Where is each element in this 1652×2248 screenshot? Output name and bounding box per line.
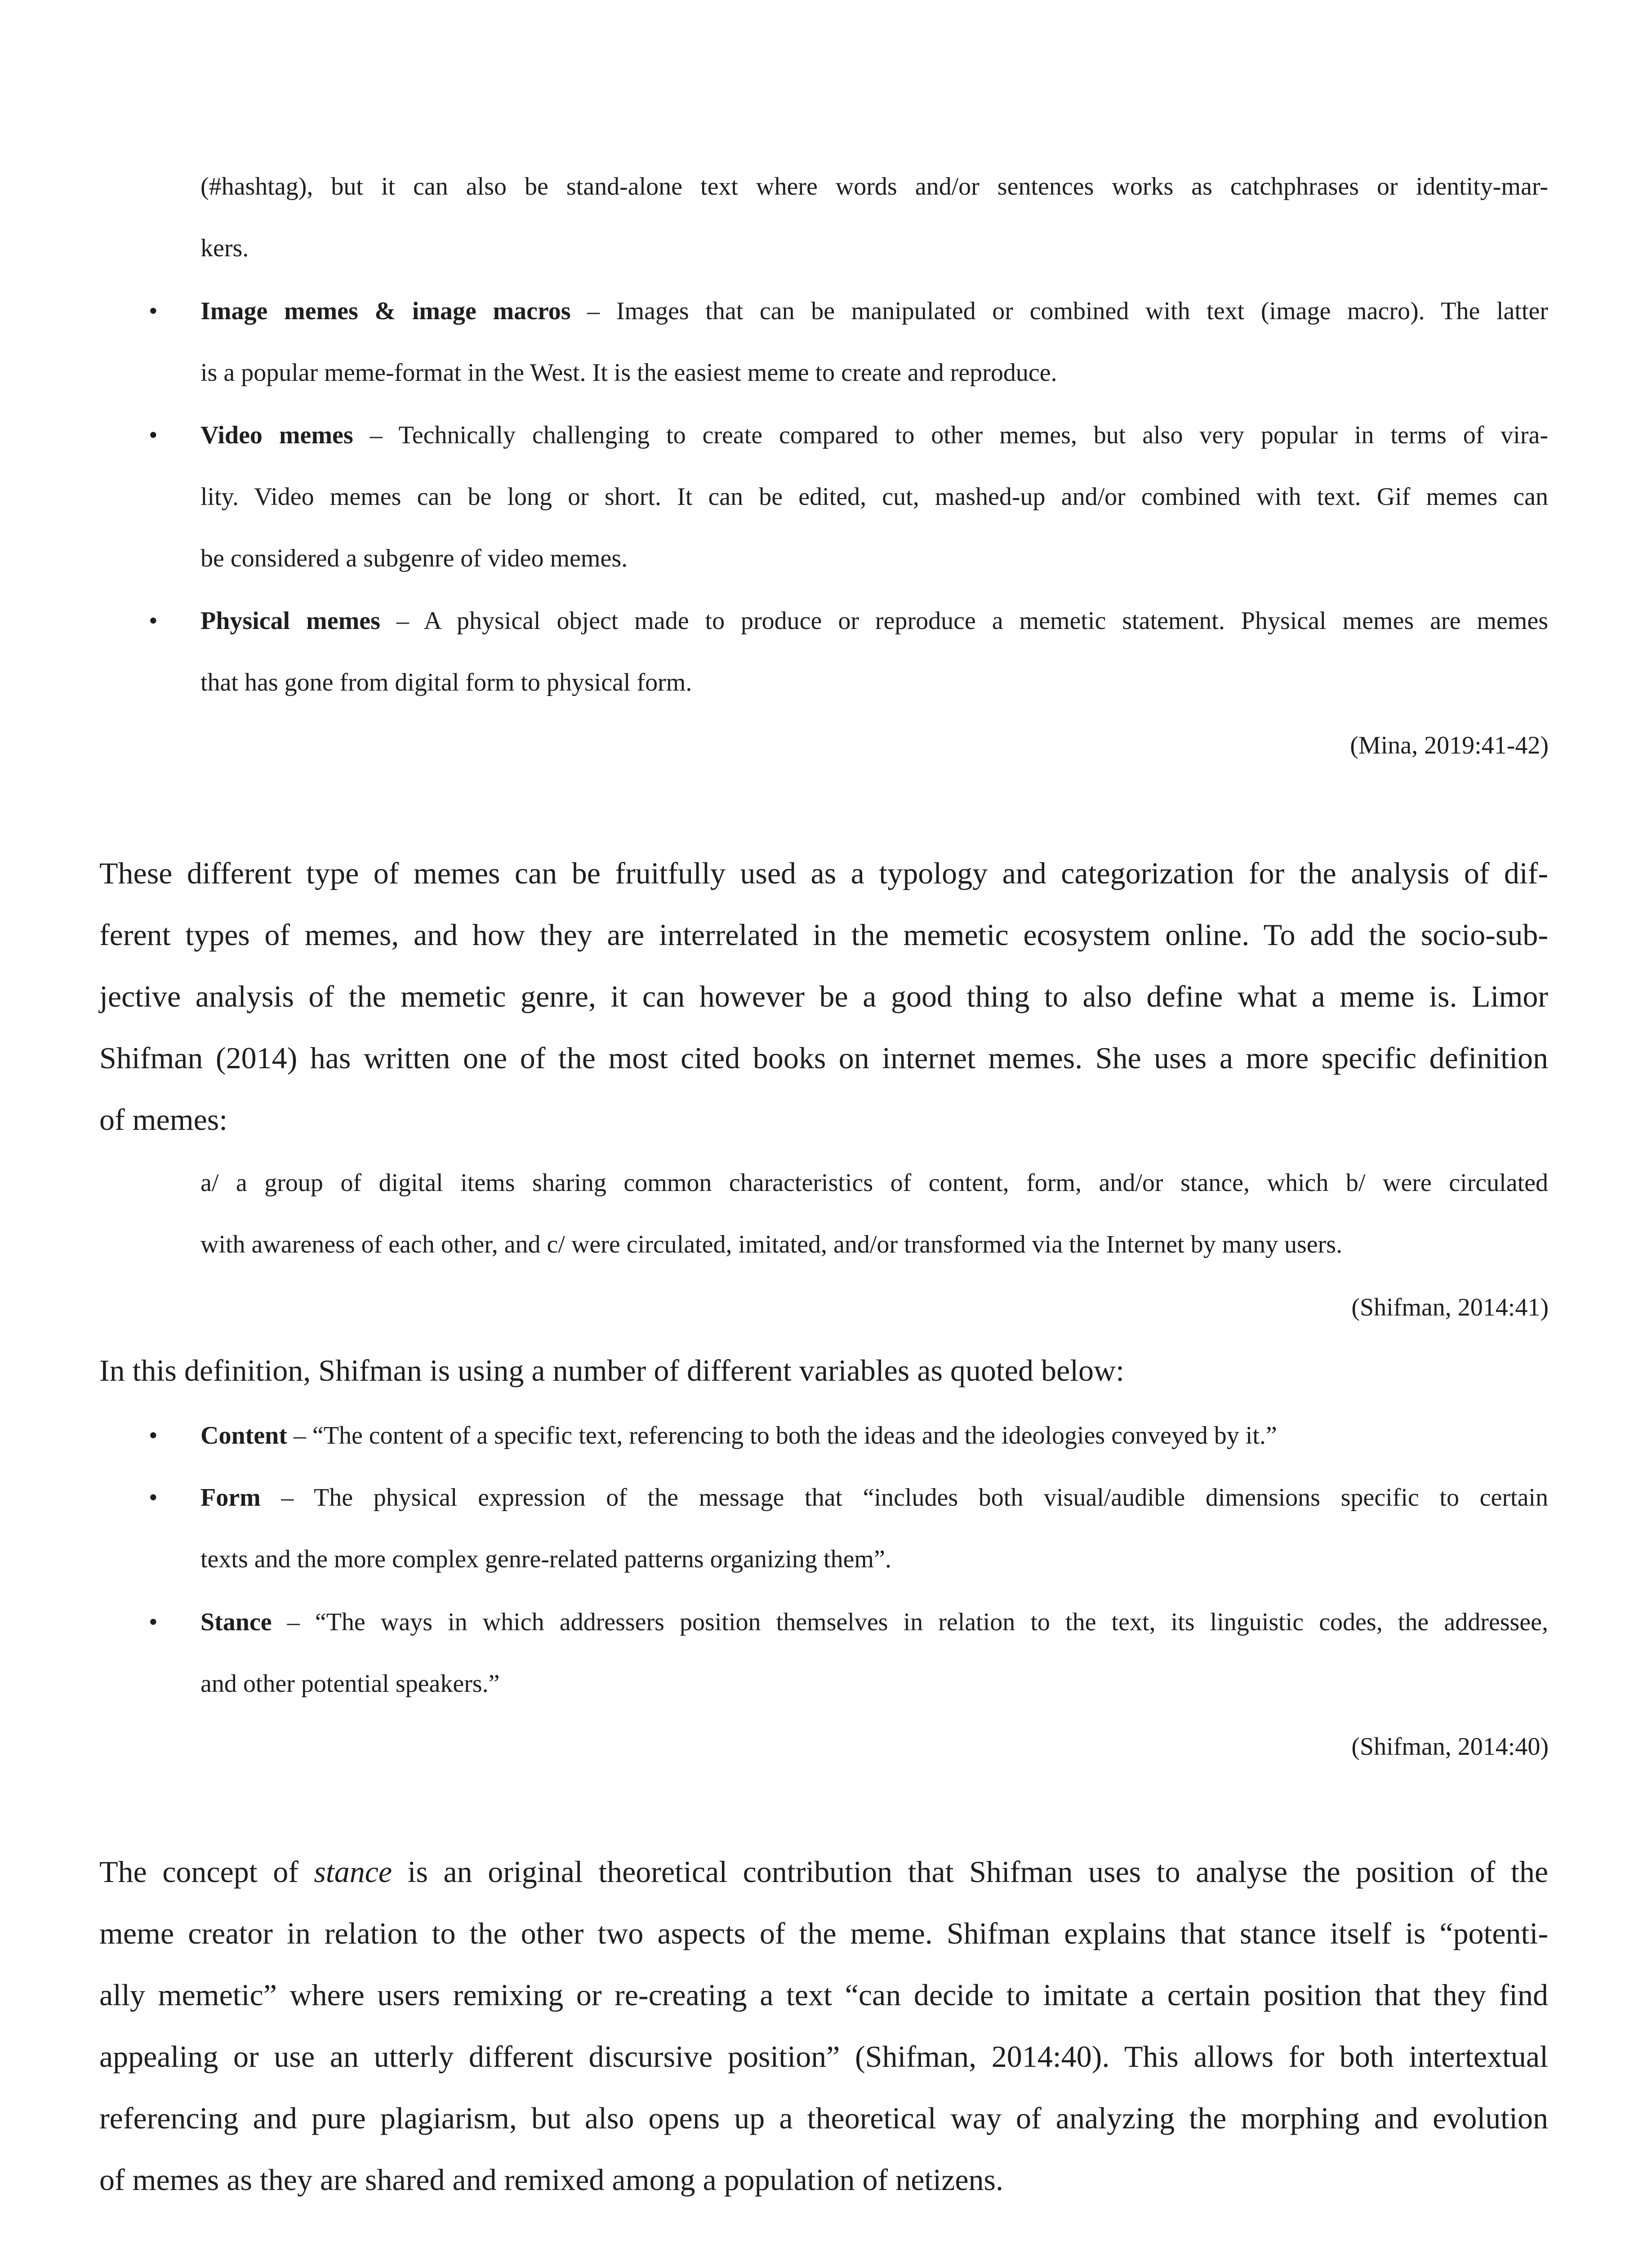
- list-item-term: Content: [200, 1422, 287, 1450]
- text-line: of memes:: [99, 1102, 228, 1137]
- text-line: texts and the more complex genre-related patterns organizing them”.: [200, 1545, 891, 1573]
- text-line: [99, 1841, 1548, 1903]
- list-item: [200, 590, 1548, 714]
- list-item-desc: – Images that can be manipulated or combined with text (image macro). The latter: [570, 297, 1549, 325]
- text-line: [200, 1592, 1548, 1653]
- citation: (Shifman, 2014:40): [1351, 1733, 1549, 1761]
- list-item-desc: – A physical object made to produce or reproduce a memetic statement. Physical memes are memes: [380, 607, 1549, 635]
- text-line: [200, 1467, 1548, 1529]
- citation: (Mina, 2019:41-42): [1350, 731, 1549, 759]
- list-item-term: Image memes & image macros: [200, 297, 571, 325]
- list-item-term: Form: [200, 1484, 261, 1512]
- text-line: be considered a subgenre of video memes.: [200, 544, 628, 572]
- list-item-term: Video memes: [200, 421, 353, 449]
- text-line: In this definition, Shifman is using a number of different variables as quoted below:: [99, 1353, 1125, 1387]
- text-line: and other potential speakers.”: [200, 1670, 500, 1698]
- text-line: [200, 590, 1548, 652]
- list-item-term: Stance: [200, 1608, 272, 1636]
- block-quote: [200, 1152, 1548, 1276]
- text-line: These different type of memes can be fruitfully used as a typology and categorization for the analysis of dif-: [99, 856, 1548, 890]
- text-line: lity. Video memes can be long or short. It can be edited, cut, mashed-up and/or combined with text. Gif memes can: [200, 483, 1548, 511]
- text-line: Shifman (2014) has written one of the most cited books on internet memes. She uses a more specific definition: [99, 1041, 1548, 1075]
- text-line: referencing and pure plagiarism, but also opens up a theoretical way of analyzing the morphing and evolution: [99, 2101, 1548, 2135]
- text-run: is an original theoretical contribution that Shifman uses to analyse the position of the: [392, 1855, 1548, 1889]
- text-line: with awareness of each other, and c/ were circulated, imitated, and/or transformed via the Internet by many users.: [200, 1231, 1343, 1258]
- text-line: kers.: [200, 234, 249, 262]
- text-run: The concept of: [99, 1855, 314, 1889]
- bullet-marker: •: [149, 297, 158, 325]
- list-item: [200, 1467, 1548, 1590]
- text-line: [200, 281, 1548, 342]
- bullet-marker: •: [149, 1422, 158, 1450]
- list-item-term: Physical memes: [200, 607, 380, 635]
- list-item: [200, 281, 1548, 404]
- text-line: [200, 1405, 1548, 1467]
- text-line: is a popular meme-format in the West. It is the easiest meme to create and reproduce.: [200, 359, 1057, 387]
- text-line: ferent types of memes, and how they are interrelated in the memetic ecosystem online. To add the socio-sub-: [99, 918, 1548, 952]
- text-line: of memes as they are shared and remixed among a population of netizens.: [99, 2163, 1003, 2197]
- list-item-desc: – Technically challenging to create compared to other memes, but also very popular in terms of vira-: [353, 421, 1548, 449]
- body-paragraph: [99, 1841, 1548, 2211]
- citation: (Shifman, 2014:41): [1351, 1293, 1549, 1321]
- bullet-marker: •: [149, 1608, 158, 1636]
- body-paragraph: [99, 1340, 1548, 1401]
- bullet-marker: •: [149, 421, 158, 449]
- list-item-desc: – “The content of a specific text, referencing to both the ideas and the ideologies conveyed by it.”: [287, 1422, 1277, 1450]
- bullet-marker: •: [149, 607, 158, 635]
- list-item-desc: – “The ways in which addressers position themselves in relation to the text, its linguistic codes, the addressee,: [272, 1608, 1548, 1636]
- emphasis-term: stance: [314, 1855, 392, 1889]
- body-paragraph: [99, 843, 1548, 1151]
- list-item: [200, 405, 1548, 589]
- text-line: meme creator in relation to the other two aspects of the meme. Shifman explains that stance itself is “potenti-: [99, 1916, 1548, 1950]
- text-line: appealing or use an utterly different discursive position” (Shifman, 2014:40). This allows for both intertextual: [99, 2039, 1548, 2074]
- list-item: [200, 1405, 1548, 1467]
- text-line: jective analysis of the memetic genre, it can however be a good thing to also define what a meme is. Limor: [99, 979, 1548, 1013]
- text-line: [200, 405, 1548, 466]
- text-line: that has gone from digital form to physical form.: [200, 669, 692, 696]
- bullet-continuation: [200, 156, 1548, 279]
- bullet-marker: •: [149, 1484, 158, 1512]
- text-line: (#hashtag), but it can also be stand-alone text where words and/or sentences works as catchphrases or identity-mar-: [200, 173, 1548, 201]
- list-item: [200, 1592, 1548, 1715]
- list-item-desc: – The physical expression of the message that “includes both visual/audible dimensions specific to certain: [260, 1484, 1548, 1512]
- text-line: a/ a group of digital items sharing common characteristics of content, form, and/or stance, which b/ were circulated: [200, 1169, 1548, 1197]
- text-line: ally memetic” where users remixing or re-creating a text “can decide to imitate a certain position that they find: [99, 1978, 1548, 2012]
